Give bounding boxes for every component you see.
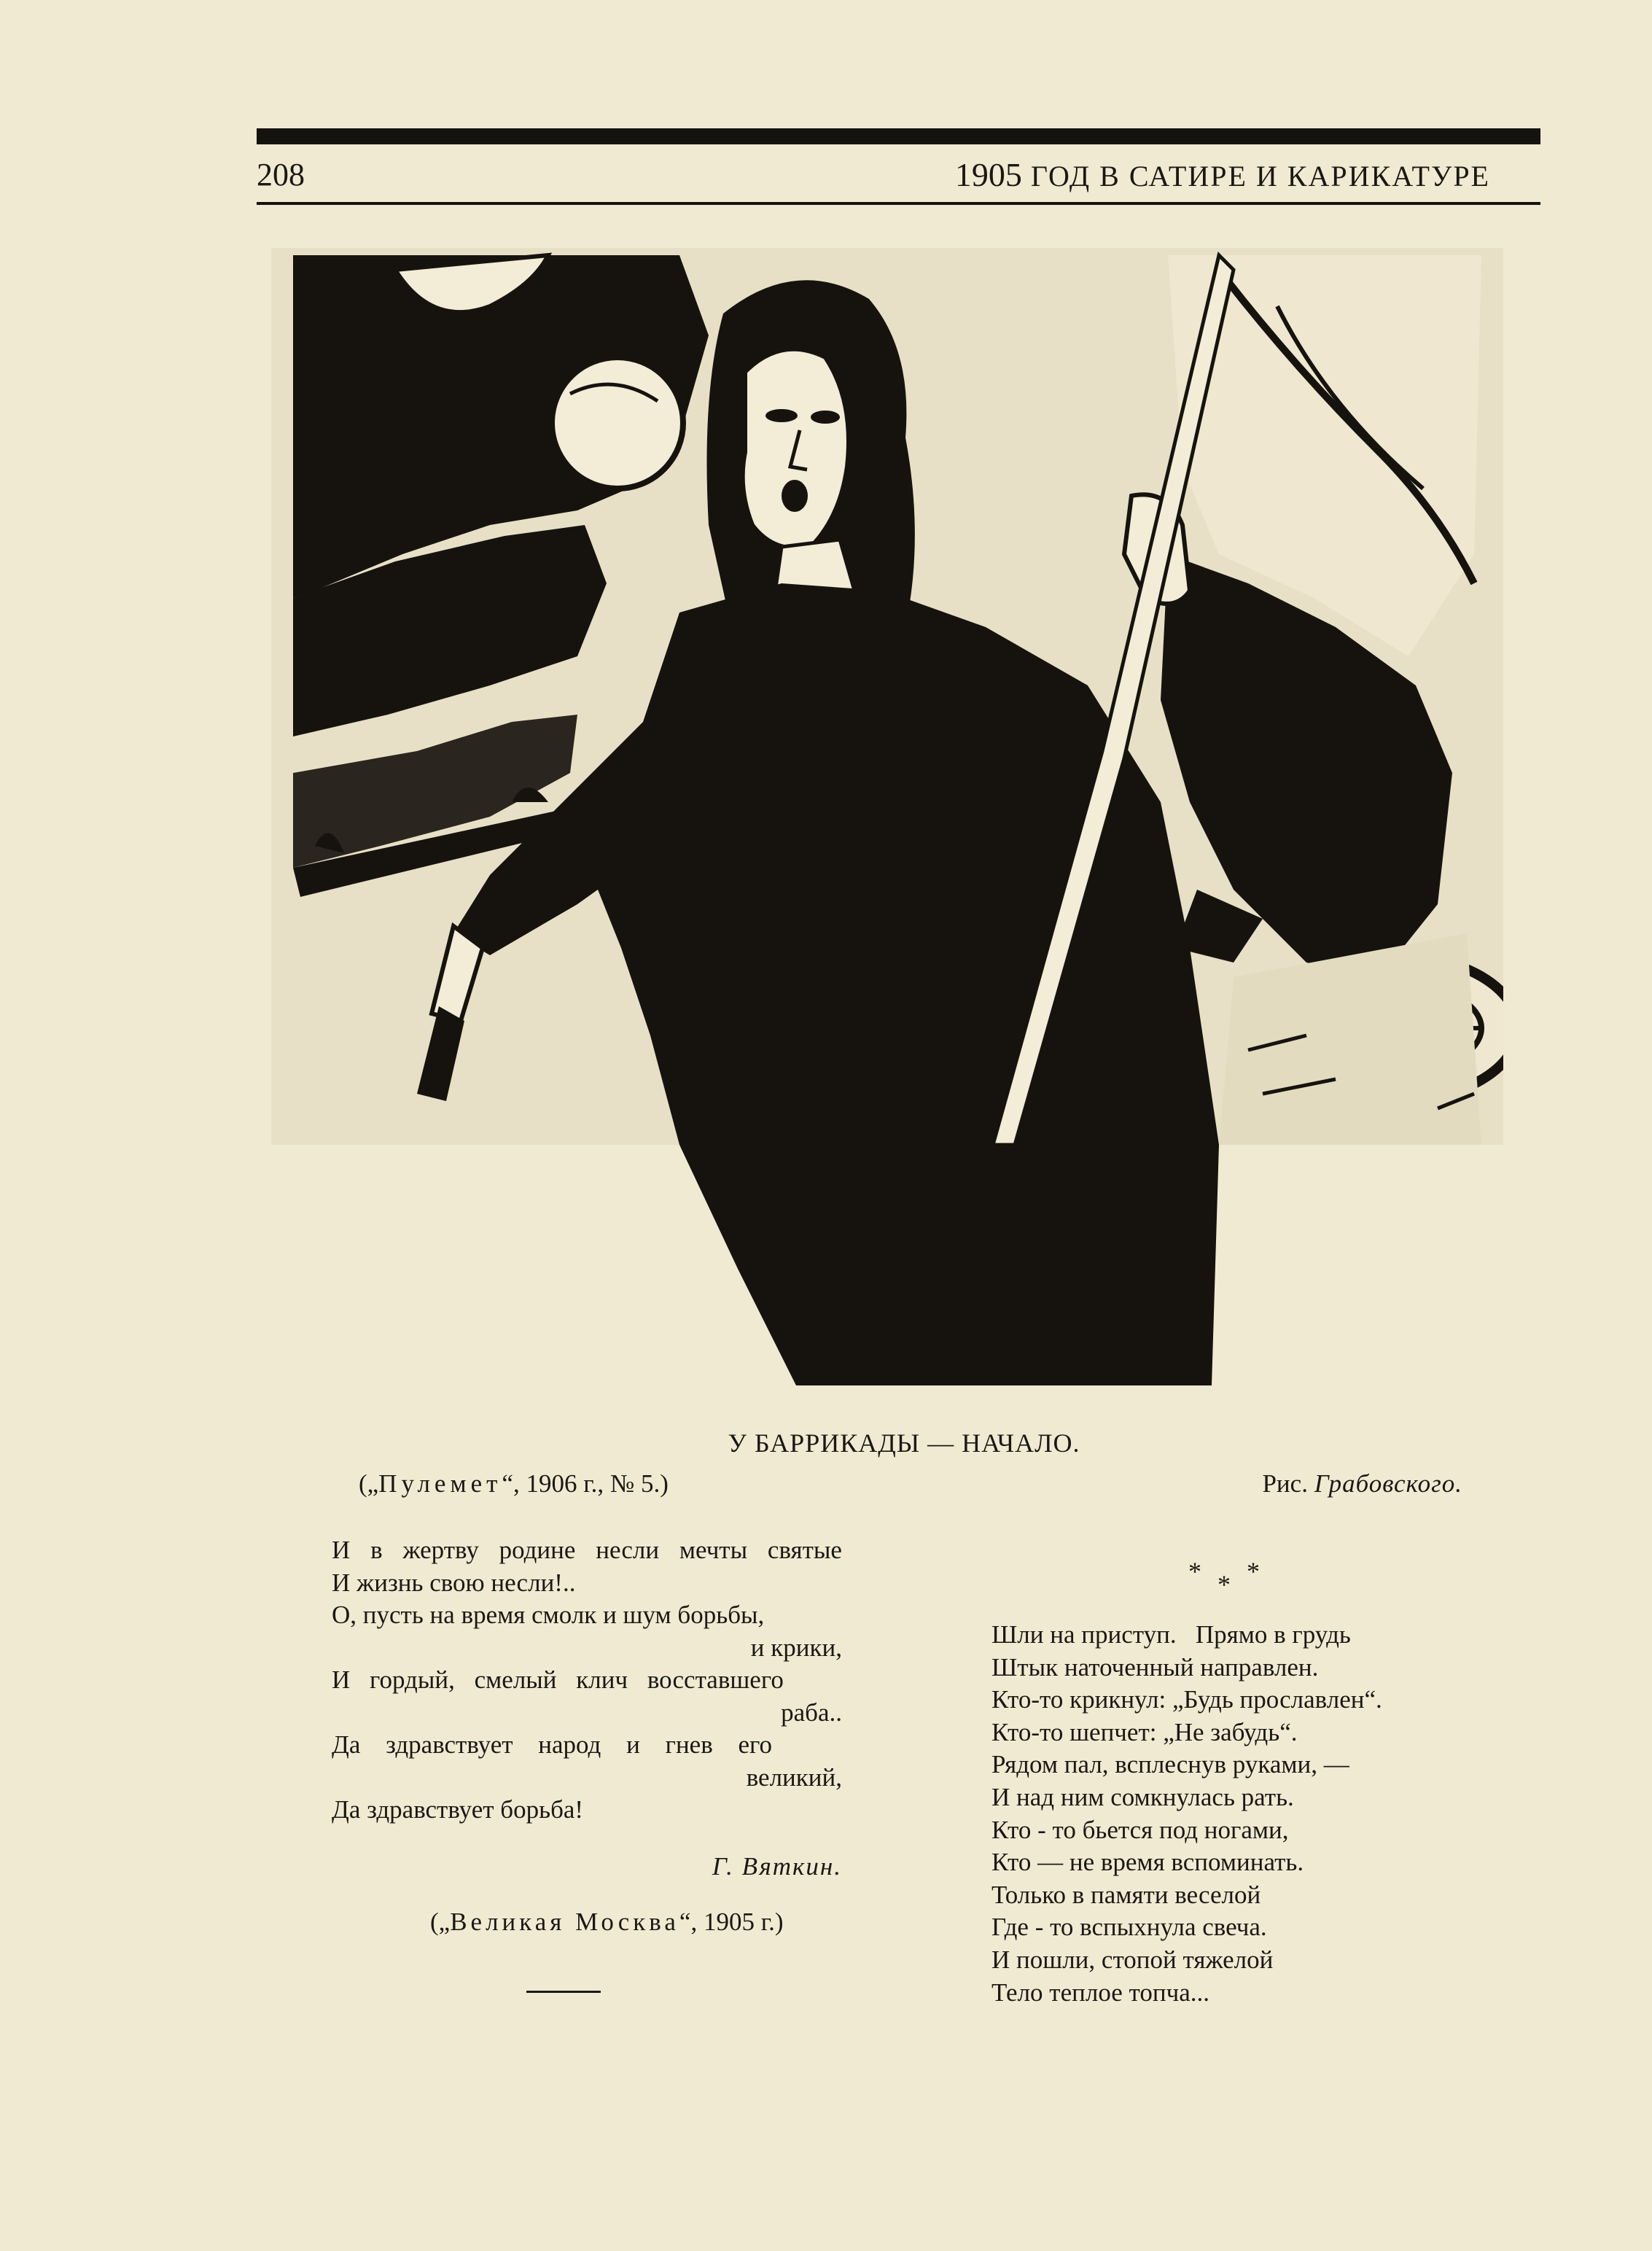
running-head (955, 156, 1490, 195)
poem-line: Штык наточенный направлен. (991, 1652, 1319, 1682)
poem-word: жертву (402, 1536, 479, 1564)
poem-word: И (332, 1536, 351, 1564)
asterism-star: * (1217, 1570, 1231, 1599)
running-head-title: ГОД В САТИРЕ И КАРИКАТУРЕ (1030, 160, 1490, 193)
poem-line: И пошли, стопой тяжелой (991, 1945, 1274, 1974)
poem-word: родине (499, 1536, 576, 1564)
poem-source-rest: “, 1905 г.) (679, 1908, 784, 1936)
poem-author: Г. Вяткин. (712, 1852, 842, 1881)
poem-line: И над ним сомкнулась рать. (991, 1782, 1294, 1811)
poem-line: Шли на приступ. Прямо в грудь (991, 1620, 1351, 1649)
poem-line: раба.. (781, 1698, 842, 1727)
poem-line: Тело теплое топча... (991, 1978, 1209, 2007)
poem-line: Кто-то шепчет: „Не забудь“. (991, 1717, 1298, 1746)
section-divider (526, 1991, 601, 1993)
poem-word: мечты (679, 1536, 748, 1564)
poem-line: и крики, (750, 1633, 842, 1662)
asterism (1181, 1556, 1269, 1600)
poem-line: Рядом пал, всплеснув руками, — (991, 1750, 1349, 1779)
page-number: 208 (257, 157, 305, 193)
poem-word: несли (596, 1536, 660, 1564)
illustration-caption-title: У БАРРИКАДЫ — НАЧАЛО. (728, 1428, 1080, 1458)
poem-word: в (370, 1536, 383, 1564)
poem-line (332, 1534, 842, 1567)
poem-line: Кто - то бьется под ногами, (991, 1815, 1289, 1844)
poem-line: Кто-то крикнул: „Будь прославлен“. (991, 1685, 1382, 1714)
poem-line: Только в памяти веселой (991, 1880, 1261, 1909)
caption-source-journal: Пулемет (378, 1469, 502, 1498)
poem-word: святые (767, 1536, 842, 1564)
poem-left (332, 1534, 886, 1827)
asterism-star: * (1188, 1557, 1201, 1586)
caption-source-open: („ (359, 1469, 379, 1498)
artist-name: Грабовского. (1314, 1469, 1462, 1498)
caption-source-rest: “, 1906 г., № 5.) (502, 1469, 669, 1498)
artist-prefix: Рис. (1262, 1469, 1308, 1498)
poem-right (991, 1619, 1502, 2009)
poem-line: Да здравствует народ и гнев его (332, 1730, 773, 1759)
barricade-woman-illustration-icon (271, 248, 1503, 1385)
poem-line: О, пусть на время смолк и шум борьбы, (332, 1601, 765, 1629)
running-head-year: 1905 (954, 156, 1022, 193)
poem-source-journal: Великая Москва (450, 1908, 679, 1936)
header-thick-rule (257, 128, 1540, 144)
asterism-star: * (1247, 1557, 1260, 1586)
illustration-caption-source (359, 1467, 669, 1501)
poem-line: великий, (746, 1762, 842, 1792)
poem-left-source (430, 1906, 784, 1938)
poem-line: Кто — не время вспоминать. (991, 1848, 1304, 1877)
poem-source-open: („ (430, 1908, 451, 1936)
poem-line: И гордый, смелый клич восставшего (332, 1665, 784, 1694)
poem-line: И жизнь свою несли!.. (332, 1568, 576, 1597)
poem-line: Где - то вспыхнула свеча. (991, 1913, 1267, 1942)
header-thin-rule (257, 202, 1540, 205)
poem-line: Да здравствует борьба! (332, 1795, 584, 1824)
illustration-artist-credit (1262, 1467, 1462, 1501)
